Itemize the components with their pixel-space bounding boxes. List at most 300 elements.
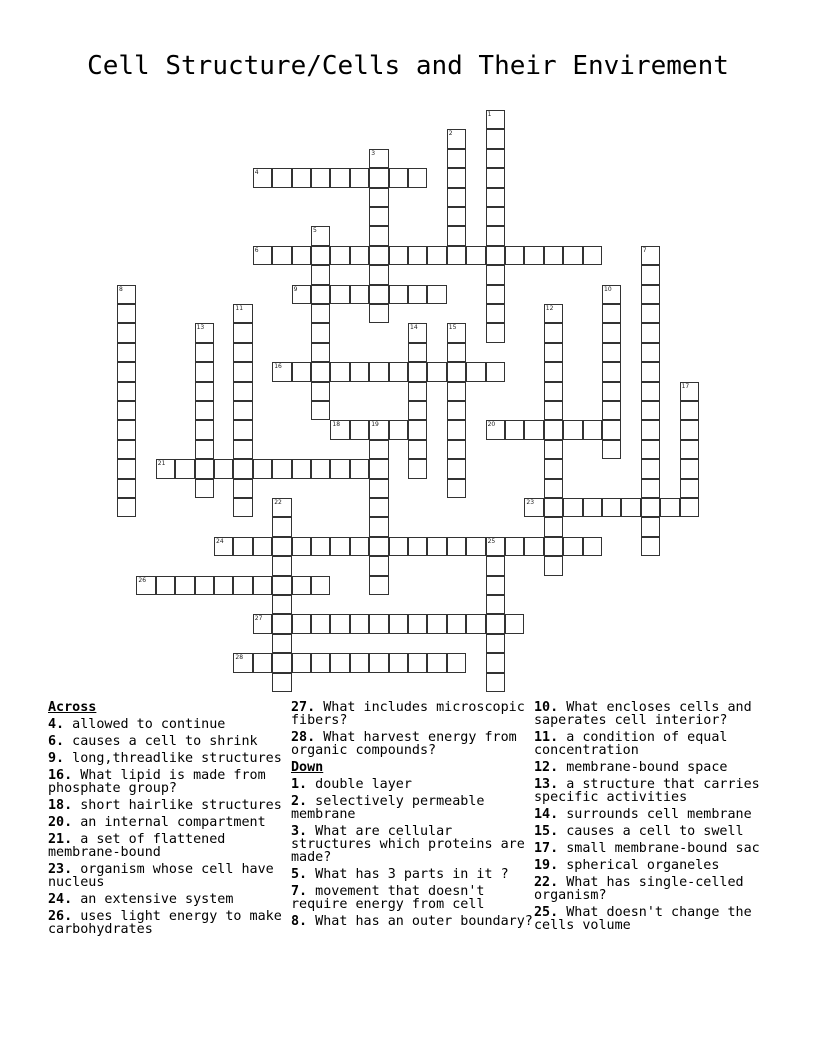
grid-cell[interactable] bbox=[369, 420, 388, 439]
grid-cell[interactable] bbox=[233, 401, 252, 420]
grid-cell[interactable] bbox=[486, 129, 505, 148]
grid-cell[interactable] bbox=[117, 440, 136, 459]
across-clue bbox=[48, 735, 290, 748]
grid-cell[interactable] bbox=[680, 459, 699, 478]
grid-cell[interactable] bbox=[350, 246, 369, 265]
grid-cell[interactable] bbox=[680, 479, 699, 498]
grid-cell[interactable] bbox=[524, 537, 543, 556]
grid-cell[interactable] bbox=[389, 614, 408, 633]
grid-cell[interactable] bbox=[466, 246, 485, 265]
grid-cell[interactable] bbox=[427, 246, 446, 265]
grid-cell[interactable] bbox=[641, 304, 660, 323]
grid-cell[interactable] bbox=[175, 576, 194, 595]
grid-cell[interactable] bbox=[447, 440, 466, 459]
clue-num: 27. bbox=[291, 700, 316, 715]
grid-cell[interactable] bbox=[311, 285, 330, 304]
grid-cell[interactable] bbox=[563, 498, 582, 517]
grid-cell[interactable] bbox=[272, 595, 291, 614]
grid-cell[interactable] bbox=[350, 420, 369, 439]
grid-cell[interactable] bbox=[524, 246, 543, 265]
clue-number: 19 bbox=[371, 421, 379, 429]
grid-cell[interactable] bbox=[389, 168, 408, 187]
clue-number: 17 bbox=[681, 382, 690, 390]
grid-cell[interactable] bbox=[505, 537, 524, 556]
grid-cell[interactable] bbox=[311, 343, 330, 362]
grid-cell[interactable] bbox=[408, 246, 427, 265]
down-heading: Down bbox=[291, 760, 324, 775]
grid-cell[interactable] bbox=[330, 246, 349, 265]
grid-cell[interactable] bbox=[195, 343, 214, 362]
grid-cell[interactable] bbox=[641, 459, 660, 478]
grid-cell[interactable] bbox=[195, 440, 214, 459]
grid-cell[interactable] bbox=[641, 517, 660, 536]
grid-cell[interactable] bbox=[447, 343, 466, 362]
grid-cell[interactable] bbox=[369, 304, 388, 323]
grid-cell[interactable] bbox=[447, 323, 466, 342]
clue-text: selectively permeable membrane bbox=[291, 794, 485, 822]
grid-cell[interactable] bbox=[505, 420, 524, 439]
grid-cell[interactable] bbox=[641, 285, 660, 304]
grid-cell[interactable] bbox=[486, 537, 505, 556]
grid-cell[interactable] bbox=[447, 226, 466, 245]
clue-number: 8 bbox=[119, 285, 123, 293]
grid-cell[interactable] bbox=[544, 304, 563, 323]
grid-cell[interactable] bbox=[369, 537, 388, 556]
grid-cell[interactable] bbox=[486, 576, 505, 595]
grid-cell[interactable] bbox=[330, 614, 349, 633]
grid-cell[interactable] bbox=[369, 246, 388, 265]
grid-cell[interactable] bbox=[486, 634, 505, 653]
grid-cell[interactable] bbox=[195, 382, 214, 401]
grid-cell[interactable] bbox=[544, 323, 563, 342]
grid-cell[interactable] bbox=[486, 673, 505, 692]
grid-cell[interactable] bbox=[563, 246, 582, 265]
grid-cell[interactable] bbox=[427, 653, 446, 672]
grid-cell[interactable] bbox=[272, 168, 291, 187]
grid-cell[interactable] bbox=[117, 498, 136, 517]
grid-cell[interactable] bbox=[466, 614, 485, 633]
grid-cell[interactable] bbox=[641, 382, 660, 401]
grid-cell[interactable] bbox=[272, 576, 291, 595]
grid-cell[interactable] bbox=[486, 188, 505, 207]
grid-cell[interactable] bbox=[292, 653, 311, 672]
grid-cell[interactable] bbox=[233, 382, 252, 401]
grid-cell[interactable] bbox=[408, 168, 427, 187]
grid-cell[interactable] bbox=[272, 673, 291, 692]
grid-cell[interactable] bbox=[447, 168, 466, 187]
clue-number: 24 bbox=[216, 537, 224, 545]
grid-cell[interactable] bbox=[233, 576, 252, 595]
grid-cell[interactable] bbox=[195, 459, 214, 478]
across-clue bbox=[48, 718, 290, 731]
grid-cell[interactable] bbox=[447, 362, 466, 381]
grid-cell[interactable] bbox=[272, 362, 291, 381]
clue-num: 19. bbox=[534, 858, 559, 873]
grid-cell[interactable] bbox=[292, 246, 311, 265]
grid-cell[interactable] bbox=[292, 362, 311, 381]
grid-cell[interactable] bbox=[272, 517, 291, 536]
grid-cell[interactable] bbox=[544, 479, 563, 498]
grid-cell[interactable] bbox=[486, 149, 505, 168]
grid-cell[interactable] bbox=[505, 614, 524, 633]
grid-cell[interactable] bbox=[486, 323, 505, 342]
grid-cell[interactable] bbox=[292, 168, 311, 187]
clue-number: 18 bbox=[332, 421, 341, 429]
grid-cell[interactable] bbox=[253, 168, 272, 187]
grid-cell[interactable] bbox=[195, 401, 214, 420]
clue-text: spherical organeles bbox=[558, 858, 720, 873]
grid-cell[interactable] bbox=[447, 382, 466, 401]
clue-text: small membrane-bound sac bbox=[558, 841, 760, 856]
grid-cell[interactable] bbox=[195, 323, 214, 342]
grid-cell[interactable] bbox=[680, 498, 699, 517]
grid-cell[interactable] bbox=[389, 653, 408, 672]
grid-cell[interactable] bbox=[214, 459, 233, 478]
grid-cell[interactable] bbox=[680, 401, 699, 420]
grid-cell[interactable] bbox=[292, 285, 311, 304]
grid-cell[interactable] bbox=[641, 265, 660, 284]
clue-text: membrane-bound space bbox=[558, 760, 728, 775]
grid-cell[interactable] bbox=[272, 556, 291, 575]
grid-cell[interactable] bbox=[486, 285, 505, 304]
grid-cell[interactable] bbox=[447, 479, 466, 498]
clue-num: 4. bbox=[48, 717, 65, 732]
grid-cell[interactable] bbox=[253, 576, 272, 595]
grid-cell[interactable] bbox=[447, 401, 466, 420]
grid-cell[interactable] bbox=[330, 653, 349, 672]
down-clue bbox=[291, 778, 533, 791]
grid-cell[interactable] bbox=[330, 459, 349, 478]
grid-cell[interactable] bbox=[369, 498, 388, 517]
clue-number: 16 bbox=[274, 363, 282, 371]
grid-cell[interactable] bbox=[330, 285, 349, 304]
grid-cell[interactable] bbox=[408, 440, 427, 459]
grid-cell[interactable] bbox=[369, 226, 388, 245]
grid-cell[interactable] bbox=[330, 362, 349, 381]
grid-cell[interactable] bbox=[350, 168, 369, 187]
clue-num: 20. bbox=[48, 815, 73, 830]
grid-cell[interactable] bbox=[486, 168, 505, 187]
grid-cell[interactable] bbox=[641, 537, 660, 556]
grid-cell[interactable] bbox=[602, 401, 621, 420]
grid-cell[interactable] bbox=[486, 110, 505, 129]
grid-cell[interactable] bbox=[233, 440, 252, 459]
grid-cell[interactable] bbox=[195, 420, 214, 439]
grid-cell[interactable] bbox=[311, 246, 330, 265]
grid-cell[interactable] bbox=[117, 343, 136, 362]
grid-cell[interactable] bbox=[602, 420, 621, 439]
grid-cell[interactable] bbox=[641, 420, 660, 439]
grid-cell[interactable] bbox=[117, 401, 136, 420]
grid-cell[interactable] bbox=[466, 362, 485, 381]
grid-cell[interactable] bbox=[602, 382, 621, 401]
grid-cell[interactable] bbox=[369, 440, 388, 459]
grid-cell[interactable] bbox=[447, 149, 466, 168]
grid-cell[interactable] bbox=[369, 149, 388, 168]
grid-cell[interactable] bbox=[233, 653, 252, 672]
grid-cell[interactable] bbox=[292, 576, 311, 595]
grid-cell[interactable] bbox=[408, 285, 427, 304]
grid-cell[interactable] bbox=[447, 246, 466, 265]
grid-cell[interactable] bbox=[680, 420, 699, 439]
grid-cell[interactable] bbox=[447, 188, 466, 207]
grid-cell[interactable] bbox=[389, 537, 408, 556]
grid-cell[interactable] bbox=[233, 362, 252, 381]
grid-cell[interactable] bbox=[311, 653, 330, 672]
grid-cell[interactable] bbox=[524, 420, 543, 439]
grid-cell[interactable] bbox=[408, 459, 427, 478]
grid-cell[interactable] bbox=[408, 537, 427, 556]
clue-num: 24. bbox=[48, 892, 73, 907]
grid-cell[interactable] bbox=[486, 207, 505, 226]
grid-cell[interactable] bbox=[602, 362, 621, 381]
grid-cell[interactable] bbox=[641, 401, 660, 420]
grid-cell[interactable] bbox=[389, 420, 408, 439]
grid-cell[interactable] bbox=[117, 420, 136, 439]
grid-cell[interactable] bbox=[563, 537, 582, 556]
grid-cell[interactable] bbox=[544, 440, 563, 459]
grid-cell[interactable] bbox=[408, 614, 427, 633]
grid-cell[interactable] bbox=[369, 479, 388, 498]
grid-cell[interactable] bbox=[311, 614, 330, 633]
grid-cell[interactable] bbox=[311, 265, 330, 284]
grid-cell[interactable] bbox=[369, 459, 388, 478]
across-clue bbox=[291, 701, 533, 727]
grid-cell[interactable] bbox=[680, 440, 699, 459]
grid-cell[interactable] bbox=[641, 479, 660, 498]
grid-cell[interactable] bbox=[486, 614, 505, 633]
grid-cell[interactable] bbox=[544, 401, 563, 420]
grid-cell[interactable] bbox=[408, 362, 427, 381]
grid-cell[interactable] bbox=[195, 576, 214, 595]
grid-cell[interactable] bbox=[117, 304, 136, 323]
grid-cell[interactable] bbox=[427, 362, 446, 381]
grid-cell[interactable] bbox=[330, 168, 349, 187]
clue-num: 8. bbox=[291, 914, 308, 929]
grid-cell[interactable] bbox=[369, 653, 388, 672]
grid-cell[interactable] bbox=[350, 285, 369, 304]
grid-cell[interactable] bbox=[117, 459, 136, 478]
grid-cell[interactable] bbox=[544, 420, 563, 439]
clue-text: What harvest energy from organic compounds? bbox=[291, 730, 517, 758]
grid-cell[interactable] bbox=[350, 537, 369, 556]
grid-cell[interactable] bbox=[544, 343, 563, 362]
grid-cell[interactable] bbox=[389, 362, 408, 381]
grid-cell[interactable] bbox=[156, 576, 175, 595]
grid-cell[interactable] bbox=[311, 362, 330, 381]
grid-cell[interactable] bbox=[175, 459, 194, 478]
grid-cell[interactable] bbox=[602, 440, 621, 459]
grid-cell[interactable] bbox=[350, 614, 369, 633]
grid-cell[interactable] bbox=[408, 653, 427, 672]
grid-cell[interactable] bbox=[233, 304, 252, 323]
grid-cell[interactable] bbox=[253, 653, 272, 672]
grid-cell[interactable] bbox=[292, 537, 311, 556]
grid-cell[interactable] bbox=[233, 343, 252, 362]
grid-cell[interactable] bbox=[447, 537, 466, 556]
grid-cell[interactable] bbox=[311, 382, 330, 401]
clue-num: 7. bbox=[291, 884, 308, 899]
grid-cell[interactable] bbox=[563, 420, 582, 439]
grid-cell[interactable] bbox=[602, 285, 621, 304]
grid-cell[interactable] bbox=[292, 459, 311, 478]
grid-cell[interactable] bbox=[544, 362, 563, 381]
grid-cell[interactable] bbox=[447, 614, 466, 633]
grid-cell[interactable] bbox=[544, 246, 563, 265]
grid-cell[interactable] bbox=[427, 537, 446, 556]
grid-cell[interactable] bbox=[544, 498, 563, 517]
grid-cell[interactable] bbox=[466, 537, 485, 556]
grid-cell[interactable] bbox=[486, 226, 505, 245]
grid-cell[interactable] bbox=[311, 401, 330, 420]
grid-cell[interactable] bbox=[117, 285, 136, 304]
grid-cell[interactable] bbox=[253, 537, 272, 556]
grid-cell[interactable] bbox=[233, 459, 252, 478]
clue-number: 22 bbox=[274, 499, 282, 506]
grid-cell[interactable] bbox=[369, 265, 388, 284]
grid-cell[interactable] bbox=[641, 343, 660, 362]
grid-cell[interactable] bbox=[350, 362, 369, 381]
grid-cell[interactable] bbox=[233, 323, 252, 342]
grid-cell[interactable] bbox=[233, 537, 252, 556]
grid-cell[interactable] bbox=[544, 537, 563, 556]
grid-cell[interactable] bbox=[641, 498, 660, 517]
grid-cell[interactable] bbox=[369, 285, 388, 304]
grid-cell[interactable] bbox=[369, 517, 388, 536]
grid-cell[interactable] bbox=[486, 304, 505, 323]
grid-cell[interactable] bbox=[544, 459, 563, 478]
grid-cell[interactable] bbox=[136, 576, 155, 595]
grid-cell[interactable] bbox=[486, 246, 505, 265]
grid-cell[interactable] bbox=[583, 420, 602, 439]
grid-cell[interactable] bbox=[311, 323, 330, 342]
grid-cell[interactable] bbox=[602, 323, 621, 342]
grid-cell[interactable] bbox=[214, 537, 233, 556]
grid-cell[interactable] bbox=[311, 168, 330, 187]
grid-cell[interactable] bbox=[330, 420, 349, 439]
grid-cell[interactable] bbox=[524, 498, 543, 517]
grid-cell[interactable] bbox=[447, 459, 466, 478]
grid-cell[interactable] bbox=[311, 537, 330, 556]
grid-cell[interactable] bbox=[486, 556, 505, 575]
grid-cell[interactable] bbox=[602, 343, 621, 362]
grid-cell[interactable] bbox=[350, 653, 369, 672]
grid-cell[interactable] bbox=[117, 323, 136, 342]
grid-cell[interactable] bbox=[330, 537, 349, 556]
grid-cell[interactable] bbox=[233, 498, 252, 517]
grid-cell[interactable] bbox=[641, 440, 660, 459]
grid-cell[interactable] bbox=[292, 614, 311, 633]
grid-cell[interactable] bbox=[253, 614, 272, 633]
grid-cell[interactable] bbox=[408, 420, 427, 439]
grid-cell[interactable] bbox=[408, 382, 427, 401]
grid-cell[interactable] bbox=[427, 614, 446, 633]
grid-cell[interactable] bbox=[389, 285, 408, 304]
grid-cell[interactable] bbox=[311, 459, 330, 478]
grid-cell[interactable] bbox=[311, 226, 330, 245]
clue-number: 5 bbox=[313, 227, 317, 235]
grid-cell[interactable] bbox=[272, 653, 291, 672]
grid-cell[interactable] bbox=[641, 362, 660, 381]
grid-cell[interactable] bbox=[505, 246, 524, 265]
grid-cell[interactable] bbox=[369, 188, 388, 207]
grid-cell[interactable] bbox=[544, 517, 563, 536]
grid-cell[interactable] bbox=[272, 537, 291, 556]
grid-cell[interactable] bbox=[680, 382, 699, 401]
down-clue bbox=[534, 906, 776, 932]
grid-cell[interactable] bbox=[117, 479, 136, 498]
grid-cell[interactable] bbox=[369, 614, 388, 633]
grid-cell[interactable] bbox=[311, 576, 330, 595]
grid-cell[interactable] bbox=[156, 459, 175, 478]
grid-cell[interactable] bbox=[369, 207, 388, 226]
grid-cell[interactable] bbox=[408, 343, 427, 362]
grid-cell[interactable] bbox=[486, 653, 505, 672]
grid-cell[interactable] bbox=[408, 401, 427, 420]
grid-cell[interactable] bbox=[389, 246, 408, 265]
grid-cell[interactable] bbox=[447, 207, 466, 226]
grid-cell[interactable] bbox=[272, 614, 291, 633]
grid-cell[interactable] bbox=[544, 382, 563, 401]
grid-cell[interactable] bbox=[117, 382, 136, 401]
grid-cell[interactable] bbox=[583, 498, 602, 517]
grid-cell[interactable] bbox=[602, 304, 621, 323]
grid-cell[interactable] bbox=[583, 537, 602, 556]
grid-cell[interactable] bbox=[660, 498, 679, 517]
grid-cell[interactable] bbox=[408, 323, 427, 342]
grid-cell[interactable] bbox=[311, 304, 330, 323]
grid-cell[interactable] bbox=[621, 498, 640, 517]
grid-cell[interactable] bbox=[447, 653, 466, 672]
clue-num: 3. bbox=[291, 824, 308, 839]
grid-cell[interactable] bbox=[486, 362, 505, 381]
grid-cell[interactable] bbox=[253, 459, 272, 478]
grid-cell[interactable] bbox=[272, 498, 291, 517]
grid-cell[interactable] bbox=[233, 420, 252, 439]
clue-num: 26. bbox=[48, 909, 73, 924]
grid-cell[interactable] bbox=[272, 634, 291, 653]
grid-cell[interactable] bbox=[447, 420, 466, 439]
grid-cell[interactable] bbox=[486, 265, 505, 284]
grid-cell[interactable] bbox=[641, 323, 660, 342]
grid-cell[interactable] bbox=[350, 459, 369, 478]
grid-cell[interactable] bbox=[369, 362, 388, 381]
grid-cell[interactable] bbox=[641, 246, 660, 265]
grid-cell[interactable] bbox=[253, 246, 272, 265]
clue-num: 16. bbox=[48, 768, 73, 783]
grid-cell[interactable] bbox=[195, 479, 214, 498]
grid-cell[interactable] bbox=[195, 362, 214, 381]
grid-cell[interactable] bbox=[583, 246, 602, 265]
grid-cell[interactable] bbox=[214, 576, 233, 595]
clue-num: 23. bbox=[48, 862, 73, 877]
grid-cell[interactable] bbox=[602, 498, 621, 517]
grid-cell[interactable] bbox=[427, 285, 446, 304]
grid-cell[interactable] bbox=[486, 595, 505, 614]
grid-cell[interactable] bbox=[117, 362, 136, 381]
grid-cell[interactable] bbox=[272, 459, 291, 478]
clue-num: 18. bbox=[48, 798, 73, 813]
grid-cell[interactable] bbox=[369, 556, 388, 575]
grid-cell[interactable] bbox=[486, 420, 505, 439]
grid-cell[interactable] bbox=[233, 479, 252, 498]
grid-cell[interactable] bbox=[369, 168, 388, 187]
grid-cell[interactable] bbox=[369, 576, 388, 595]
grid-cell[interactable] bbox=[447, 129, 466, 148]
grid-cell[interactable] bbox=[544, 556, 563, 575]
clue-num: 12. bbox=[534, 760, 559, 775]
grid-cell[interactable] bbox=[272, 246, 291, 265]
